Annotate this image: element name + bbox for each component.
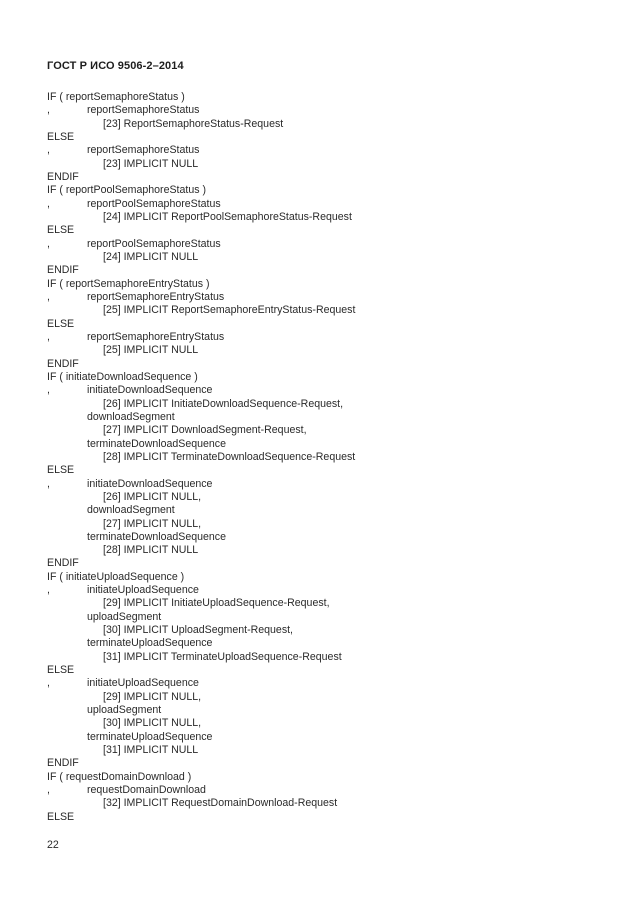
code-text: terminateUploadSequence bbox=[87, 730, 213, 743]
code-text: [26] IMPLICIT NULL, bbox=[103, 490, 202, 503]
code-line bbox=[47, 744, 607, 757]
code-line bbox=[47, 104, 607, 117]
code-text: [28] IMPLICIT TerminateDownloadSequence-Request bbox=[103, 450, 356, 463]
code-line bbox=[47, 438, 607, 451]
code-text: [31] IMPLICIT NULL bbox=[103, 744, 199, 757]
code-line bbox=[47, 344, 607, 357]
code-line bbox=[47, 358, 607, 371]
code-text: ELSE bbox=[47, 664, 75, 677]
code-line bbox=[47, 318, 607, 331]
code-text: IF ( reportSemaphoreEntryStatus ) bbox=[47, 277, 210, 290]
code-line bbox=[47, 251, 607, 264]
code-text: ENDIF bbox=[47, 357, 79, 370]
code-line bbox=[47, 664, 607, 677]
code-line bbox=[47, 797, 607, 810]
code-line bbox=[47, 771, 607, 784]
comma-separator: , bbox=[47, 584, 50, 597]
code-line bbox=[47, 144, 607, 157]
code-text: [24] IMPLICIT NULL bbox=[103, 250, 199, 263]
code-text: uploadSegment bbox=[87, 704, 162, 717]
code-text: reportSemaphoreStatus bbox=[87, 104, 200, 117]
code-line bbox=[47, 371, 607, 384]
code-text: [29] IMPLICIT NULL, bbox=[103, 690, 202, 703]
code-text: ENDIF bbox=[47, 170, 79, 183]
code-text: initiateUploadSequence bbox=[87, 677, 199, 690]
comma-separator: , bbox=[47, 384, 50, 397]
code-line bbox=[47, 677, 607, 690]
code-line bbox=[47, 118, 607, 131]
code-text: IF ( requestDomainDownload ) bbox=[47, 770, 192, 783]
code-line bbox=[47, 584, 607, 597]
asn1-code-block bbox=[47, 91, 607, 824]
code-text: ELSE bbox=[47, 810, 75, 823]
code-text: reportSemaphoreEntryStatus bbox=[87, 330, 225, 343]
code-text: downloadSegment bbox=[87, 410, 175, 423]
code-line bbox=[47, 238, 607, 251]
code-line bbox=[47, 757, 607, 770]
code-text: ELSE bbox=[47, 317, 75, 330]
code-line bbox=[47, 518, 607, 531]
comma-separator: , bbox=[47, 677, 50, 690]
code-line bbox=[47, 717, 607, 730]
code-line bbox=[47, 304, 607, 317]
code-line bbox=[47, 91, 607, 104]
code-text: ENDIF bbox=[47, 557, 79, 570]
code-line bbox=[47, 478, 607, 491]
code-line bbox=[47, 544, 607, 557]
code-line bbox=[47, 384, 607, 397]
code-line bbox=[47, 624, 607, 637]
code-line bbox=[47, 398, 607, 411]
code-line bbox=[47, 331, 607, 344]
code-line bbox=[47, 504, 607, 517]
code-text: [27] IMPLICIT NULL, bbox=[103, 517, 202, 530]
code-line bbox=[47, 704, 607, 717]
code-line bbox=[47, 691, 607, 704]
comma-separator: , bbox=[47, 237, 50, 250]
document-header: ГОСТ Р ИСО 9506-2–2014 bbox=[47, 60, 184, 72]
comma-separator: , bbox=[47, 330, 50, 343]
code-text: reportPoolSemaphoreStatus bbox=[87, 197, 221, 210]
code-text: ENDIF bbox=[47, 264, 79, 277]
code-line bbox=[47, 171, 607, 184]
code-line bbox=[47, 571, 607, 584]
code-text: ELSE bbox=[47, 130, 75, 143]
code-line bbox=[47, 637, 607, 650]
code-line bbox=[47, 811, 607, 824]
code-line bbox=[47, 184, 607, 197]
code-line bbox=[47, 211, 607, 224]
code-text: terminateDownloadSequence bbox=[87, 437, 226, 450]
code-text: initiateUploadSequence bbox=[87, 584, 199, 597]
comma-separator: , bbox=[47, 144, 50, 157]
comma-separator: , bbox=[47, 104, 50, 117]
code-text: terminateDownloadSequence bbox=[87, 530, 226, 543]
code-line bbox=[47, 291, 607, 304]
page-number: 22 bbox=[47, 839, 59, 851]
code-line bbox=[47, 464, 607, 477]
code-line bbox=[47, 424, 607, 437]
code-line bbox=[47, 264, 607, 277]
code-text: reportPoolSemaphoreStatus bbox=[87, 237, 221, 250]
code-text: [25] IMPLICIT ReportSemaphoreEntryStatus-Request bbox=[103, 304, 356, 317]
code-text: IF ( reportPoolSemaphoreStatus ) bbox=[47, 184, 206, 197]
code-line bbox=[47, 557, 607, 570]
code-line bbox=[47, 158, 607, 171]
code-text: [26] IMPLICIT InitiateDownloadSequence-Request, bbox=[103, 397, 344, 410]
code-text: reportSemaphoreEntryStatus bbox=[87, 290, 225, 303]
code-text: [27] IMPLICIT DownloadSegment-Request, bbox=[103, 424, 307, 437]
comma-separator: , bbox=[47, 290, 50, 303]
code-text: [30] IMPLICIT NULL, bbox=[103, 717, 202, 730]
code-line bbox=[47, 731, 607, 744]
code-line bbox=[47, 784, 607, 797]
code-text: reportSemaphoreStatus bbox=[87, 144, 200, 157]
code-text: uploadSegment bbox=[87, 610, 162, 623]
code-text: ELSE bbox=[47, 224, 75, 237]
comma-separator: , bbox=[47, 477, 50, 490]
code-line bbox=[47, 451, 607, 464]
code-line bbox=[47, 411, 607, 424]
code-text: [31] IMPLICIT TerminateUploadSequence-Request bbox=[103, 650, 342, 663]
code-text: downloadSegment bbox=[87, 504, 175, 517]
code-line bbox=[47, 278, 607, 291]
code-text: IF ( initiateDownloadSequence ) bbox=[47, 370, 198, 383]
code-text: ENDIF bbox=[47, 757, 79, 770]
code-text: IF ( reportSemaphoreStatus ) bbox=[47, 91, 185, 103]
code-text: [32] IMPLICIT RequestDomainDownload-Request bbox=[103, 797, 338, 810]
code-text: [29] IMPLICIT InitiateUploadSequence-Request, bbox=[103, 597, 330, 610]
code-text: [23] ReportSemaphoreStatus-Request bbox=[103, 117, 284, 130]
code-line bbox=[47, 597, 607, 610]
code-text: [28] IMPLICIT NULL bbox=[103, 544, 199, 557]
code-text: IF ( initiateUploadSequence ) bbox=[47, 570, 185, 583]
code-text: initiateDownloadSequence bbox=[87, 477, 213, 490]
code-text: requestDomainDownload bbox=[87, 784, 206, 797]
code-line bbox=[47, 224, 607, 237]
comma-separator: , bbox=[47, 784, 50, 797]
code-line bbox=[47, 611, 607, 624]
code-text: [30] IMPLICIT UploadSegment-Request, bbox=[103, 624, 293, 637]
code-line bbox=[47, 198, 607, 211]
code-line bbox=[47, 131, 607, 144]
code-line bbox=[47, 531, 607, 544]
code-text: ELSE bbox=[47, 464, 75, 477]
code-text: [25] IMPLICIT NULL bbox=[103, 344, 199, 357]
comma-separator: , bbox=[47, 197, 50, 210]
code-text: [24] IMPLICIT ReportPoolSemaphoreStatus-Request bbox=[103, 210, 352, 223]
code-line bbox=[47, 651, 607, 664]
code-text: initiateDownloadSequence bbox=[87, 384, 213, 397]
code-text: [23] IMPLICIT NULL bbox=[103, 157, 199, 170]
code-text: terminateUploadSequence bbox=[87, 637, 213, 650]
code-line bbox=[47, 491, 607, 504]
